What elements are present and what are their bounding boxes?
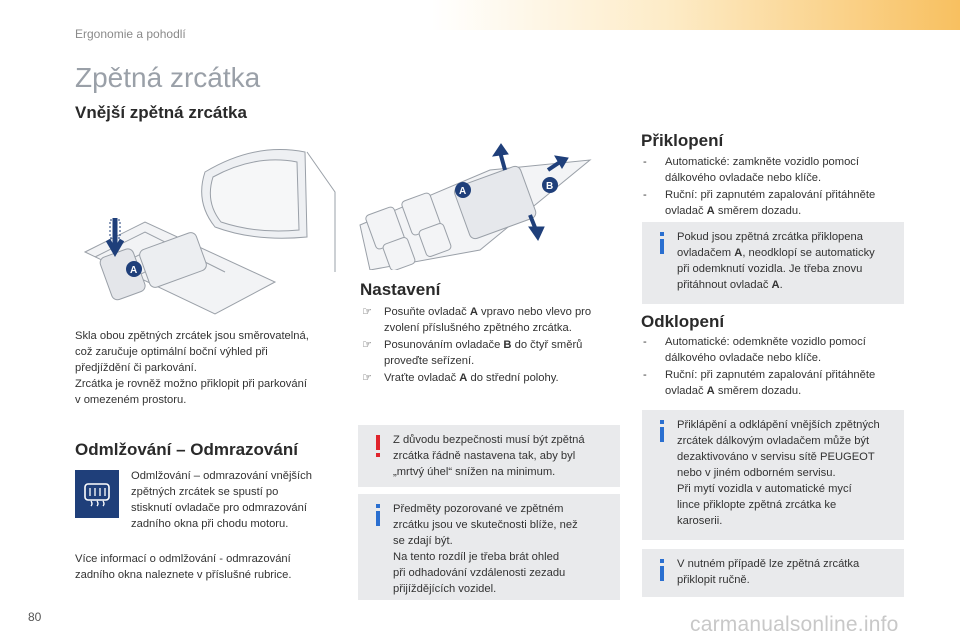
fold-steps	[643, 154, 913, 220]
note-line: Na tento rozdíl je třeba brát ohled	[393, 551, 560, 563]
defrost-line: zpětných zrcátek se spustí po	[131, 486, 279, 498]
adjustment-control-illustration	[350, 130, 630, 270]
pointing-hand-icon: ☞	[362, 339, 373, 351]
info-icon	[651, 232, 673, 254]
page-number: 80	[28, 610, 42, 624]
note-line: Předměty pozorované ve zpětném	[393, 503, 564, 515]
note-line: lince přiklopte zpětná zrcátka ke	[677, 499, 837, 511]
section-label: Ergonomie a pohodlí	[75, 27, 186, 41]
intro-line: v omezeném prostoru.	[75, 394, 187, 406]
more-info-paragraph	[75, 551, 355, 583]
list-item: ☞ Posuňte ovladač A vpravo nebo vlevo pro zvolení příslušného zpětného zrcátka.	[362, 306, 592, 334]
intro-line: což zaručuje optimální boční výhled při	[75, 346, 268, 358]
warning-icon	[367, 435, 389, 457]
note-line: Pokud jsou zpětná zrcátka přiklopena	[677, 231, 863, 243]
defrost-line: Odmlžování – odmrazování vnějších	[131, 470, 312, 482]
note-line: přijíždějících vozidel.	[393, 583, 497, 595]
info-icon	[651, 420, 673, 442]
watermark-text: carmanualsonline.info	[690, 613, 899, 636]
note-line: „mrtvý úhel“ snížen na minimum.	[393, 466, 556, 478]
note-line: zrcátek dálkovým ovladačem může být	[677, 435, 870, 447]
service-info-note	[642, 410, 904, 540]
unfold-steps	[643, 334, 913, 400]
defrost-line: stisknutí ovladače pro odmrazování	[131, 502, 307, 514]
list-item: - Automatické: odemkněte vozidlo pomocí dálkového ovladače nebo klíče.	[643, 336, 866, 364]
control-a-label: A	[459, 186, 467, 197]
dash-marker: -	[643, 369, 647, 381]
pointing-hand-icon: ☞	[362, 306, 373, 318]
mirror-control-illustration	[75, 132, 345, 317]
fold-info-note	[642, 222, 904, 304]
note-line: Z důvodu bezpečnosti musí být zpětná	[393, 434, 585, 446]
dash-marker: -	[643, 336, 647, 348]
adjustment-steps	[362, 304, 620, 387]
note-line: Při mytí vozidla v automatické mycí	[677, 483, 852, 495]
exterior-mirrors-heading: Vnější zpětná zrcátka	[75, 103, 247, 122]
top-gradient-bar	[0, 0, 960, 30]
intro-paragraph	[75, 328, 355, 408]
safety-warning-note	[358, 425, 620, 487]
page-title: Zpětná zrcátka	[75, 62, 261, 93]
pointing-hand-icon: ☞	[362, 372, 373, 384]
control-b-label: B	[546, 181, 554, 192]
note-line: ovladačem A, neodklopí se automaticky	[677, 247, 875, 259]
list-item: - Automatické: zamkněte vozidlo pomocí dálkového ovladače nebo klíče.	[643, 156, 860, 184]
defrost-heading: Odmlžování – Odmrazování	[75, 440, 298, 459]
fold-heading: Přiklopení	[641, 131, 724, 150]
note-line: nebo v jiném odborném servisu.	[677, 467, 836, 479]
intro-line: Skla obou zpětných zrcátek jsou směrovatelná,	[75, 330, 309, 342]
defrost-paragraph	[131, 468, 351, 532]
unfold-heading: Odklopení	[641, 312, 725, 331]
adjustment-heading: Nastavení	[360, 280, 441, 299]
info-icon	[367, 504, 389, 526]
intro-line: Zrcátka je rovněž možno přiklopit při parkování	[75, 378, 307, 390]
dash-marker: -	[643, 156, 647, 168]
note-line: zrcátka řádně nastavena tak, aby byl	[393, 450, 576, 462]
note-line: přitáhnout ovladač A.	[677, 279, 783, 291]
note-line: dezaktivováno v servisu sítě PEUGEOT	[677, 451, 875, 463]
list-item: ☞ Vraťte ovladač A do střední polohy.	[362, 372, 559, 384]
manual-fold-info-note	[642, 549, 904, 597]
note-line: karoserii.	[677, 515, 723, 527]
mirror-distance-info-note	[358, 494, 620, 600]
note-line: V nutném případě lze zpětná zrcátka	[677, 558, 860, 570]
defrost-line: zadního okna při chodu motoru.	[131, 518, 289, 530]
note-line: při odemknutí vozidla. Je třeba znovu	[677, 263, 863, 275]
note-line: přiklopit ručně.	[677, 574, 750, 586]
list-item: - Ruční: při zapnutém zapalování přitáhněte ovladač A směrem dozadu.	[643, 189, 876, 217]
note-line: se zdají být.	[393, 535, 453, 547]
control-a-label: A	[130, 265, 138, 276]
note-line: při odhadování vzdálenosti zezadu	[393, 567, 566, 579]
note-line: Přiklápění a odklápění vnějších zpětných	[677, 419, 880, 431]
note-line: zrcátku jsou ve skutečnosti blíže, než	[393, 519, 578, 531]
dash-marker: -	[643, 189, 647, 201]
list-item: - Ruční: při zapnutém zapalování přitáhněte ovladač A směrem dozadu.	[643, 369, 876, 397]
rear-defrost-icon	[75, 470, 119, 518]
more-info-line: zadního okna naleznete v příslušné rubrice.	[75, 569, 292, 581]
info-icon	[651, 559, 673, 581]
list-item: ☞ Posunováním ovladače B do čtyř směrů proveďte seřízení.	[362, 339, 583, 367]
more-info-line: Více informací o odmlžování - odmrazování	[75, 553, 291, 565]
intro-line: předjíždění či parkování.	[75, 362, 197, 374]
